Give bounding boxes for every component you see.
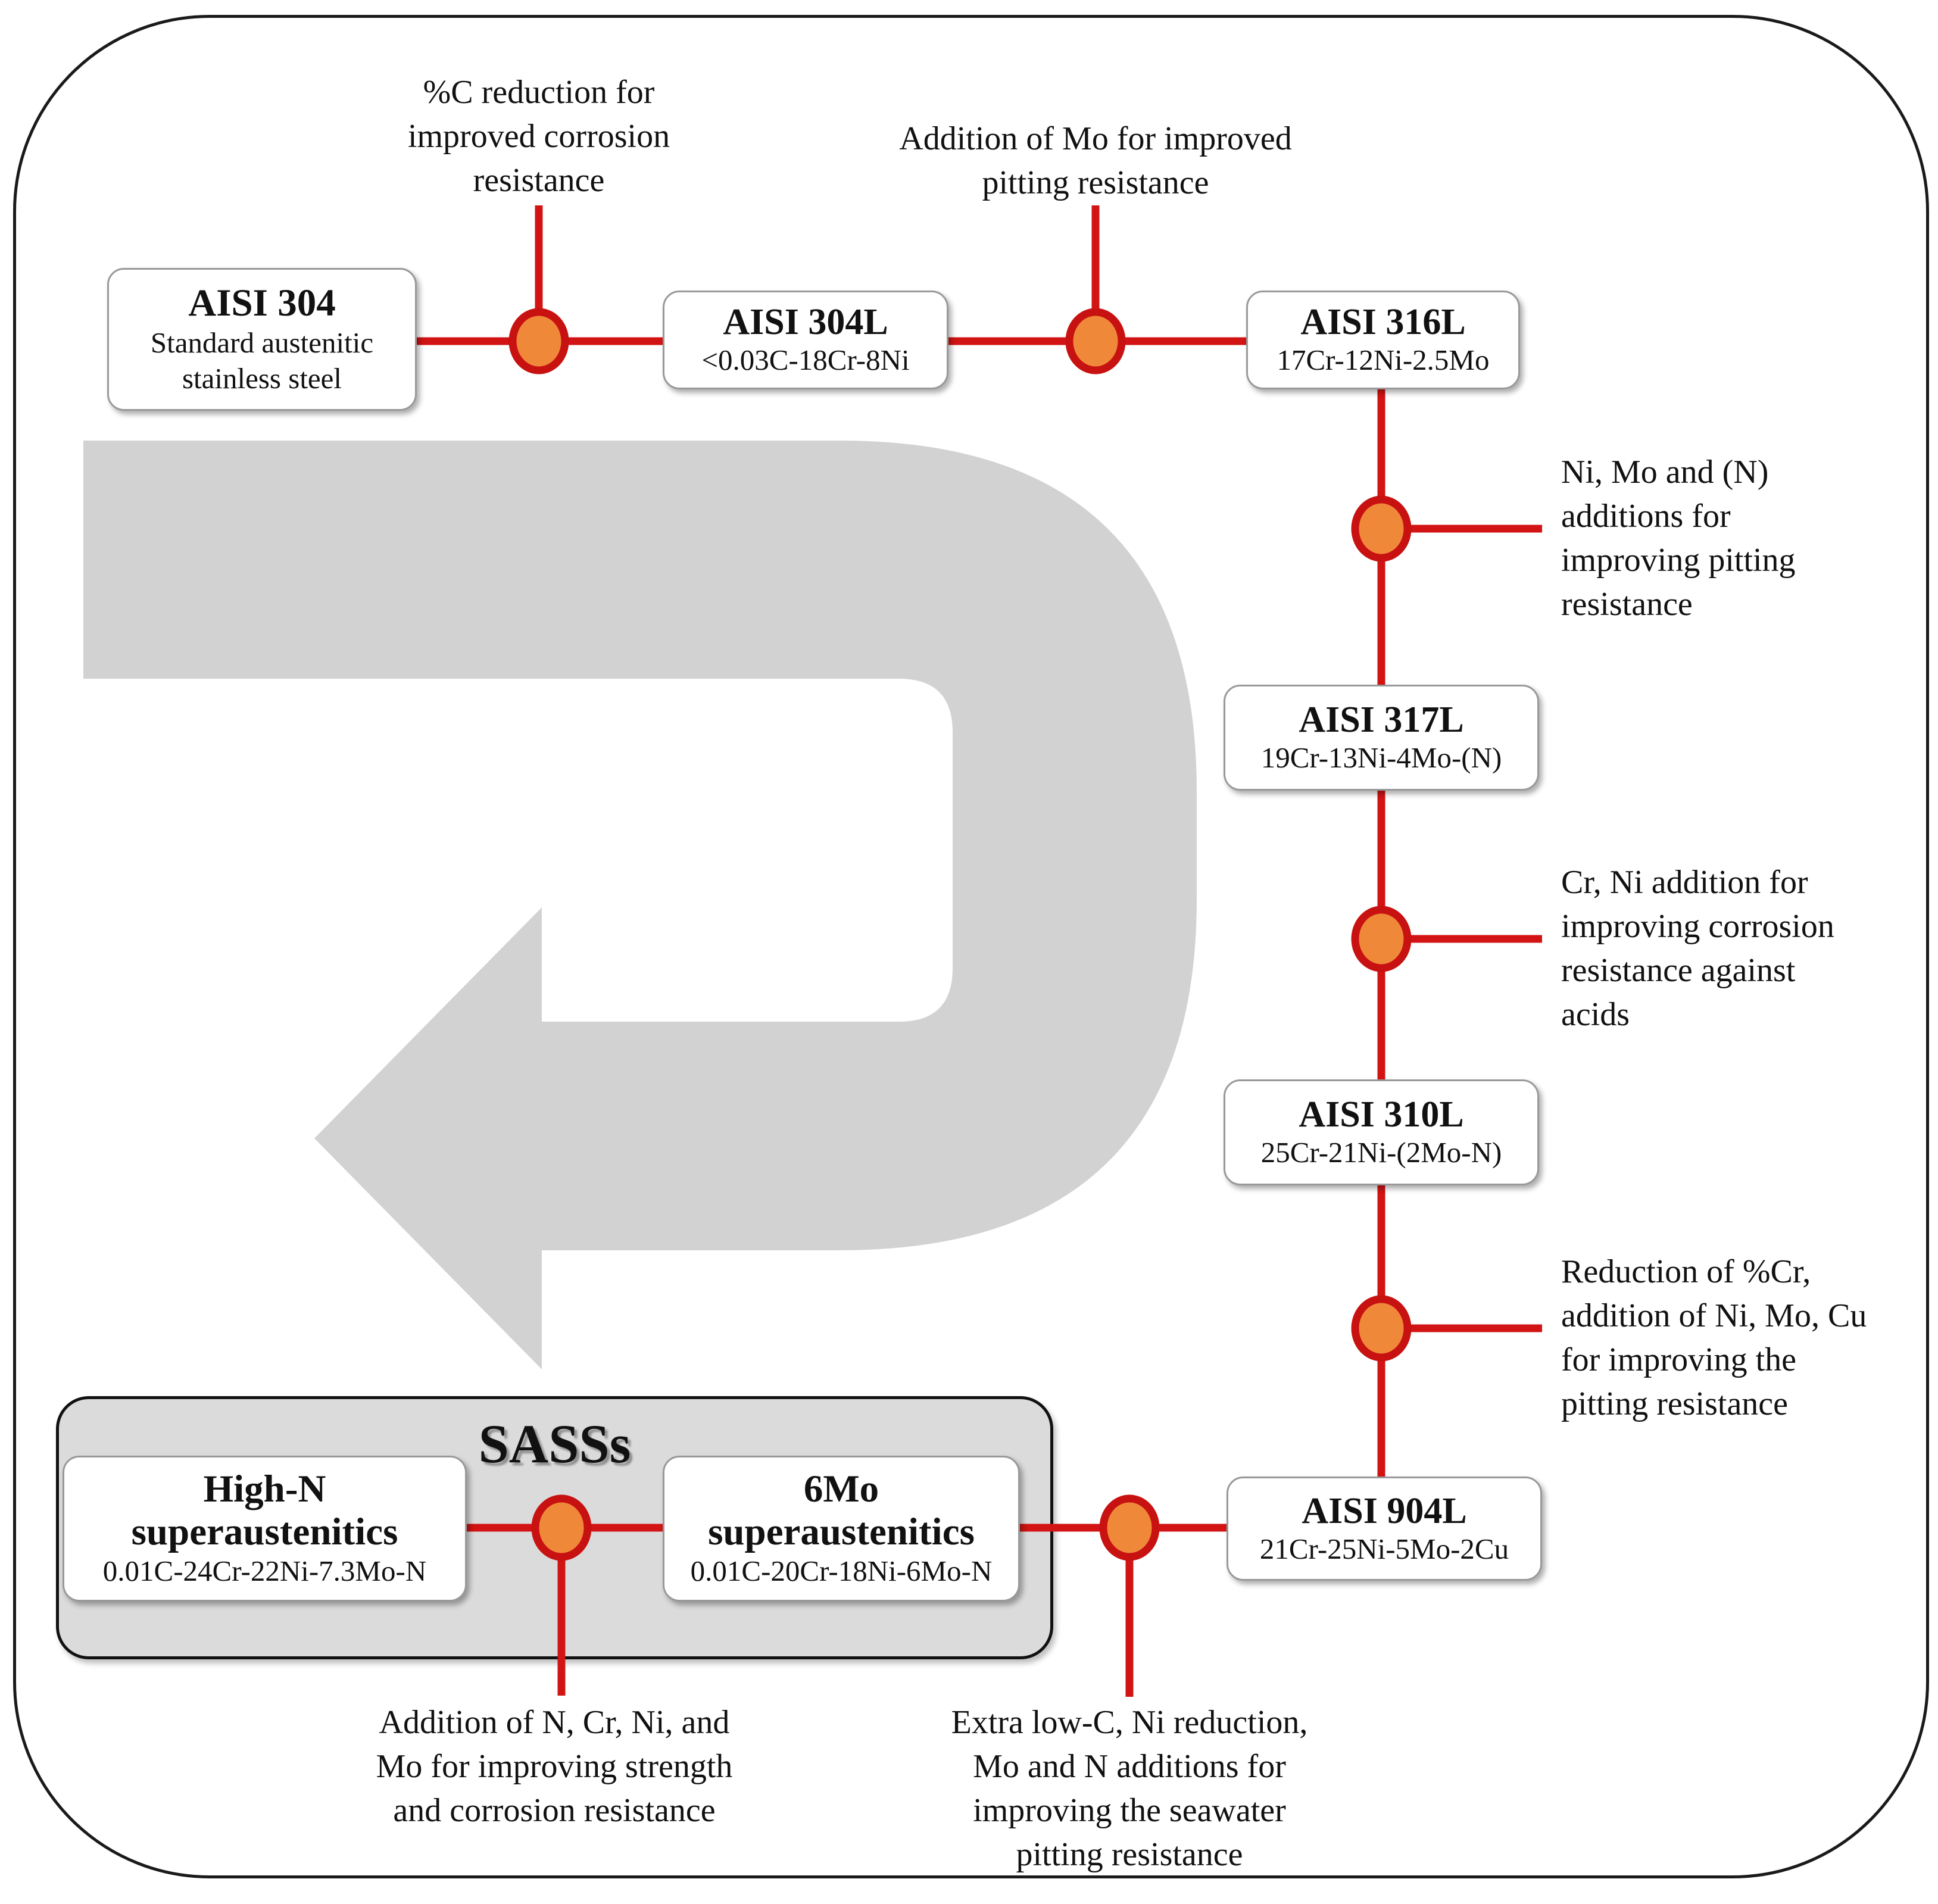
node-310l-to-904l <box>1355 1299 1408 1357</box>
box-high-n-superaustenitics <box>63 1456 467 1602</box>
box-subtitle: 19Cr-13Ni-4Mo-(N) <box>1260 741 1502 775</box>
annotation-line: acids <box>1561 996 1630 1033</box>
node-6mo-to-highn <box>535 1499 588 1557</box>
annotation-line: pitting resistance <box>1016 1836 1243 1873</box>
node-304l-to-316l <box>1069 312 1122 370</box>
box-aisi-904l <box>1227 1477 1542 1581</box>
sasss-panel-title: SASSs <box>478 1413 631 1474</box>
annotation-c-reduction <box>408 70 670 202</box>
box-title: AISI 904L <box>1302 1490 1467 1531</box>
box-title: AISI 304L <box>723 302 888 343</box>
box-6mo-superaustenitics <box>663 1456 1020 1602</box>
annotation-line: improving pitting <box>1561 542 1796 579</box>
box-aisi-304 <box>107 268 417 411</box>
box-subtitle: <0.03C-18Cr-8Ni <box>701 344 910 377</box>
annotation-n-cr-ni-mo-addition <box>376 1700 733 1833</box>
annotation-line: improving corrosion <box>1561 908 1834 945</box>
box-subtitle: 0.01C-24Cr-22Ni-7.3Mo-N <box>102 1555 427 1588</box>
box-subtitle: 25Cr-21Ni-(2Mo-N) <box>1260 1136 1502 1169</box>
box-aisi-317l <box>1224 685 1539 791</box>
node-304-to-304l <box>513 312 565 370</box>
annotation-line: Ni, Mo and (N) <box>1561 454 1769 491</box>
annotation-line: and corrosion resistance <box>393 1792 716 1829</box>
annotation-line: Addition of N, Cr, Ni, and <box>379 1704 730 1741</box>
annotation-line: for improving the <box>1561 1341 1797 1378</box>
box-title: superaustenitics <box>131 1510 398 1553</box>
box-title: 6Mo <box>803 1468 879 1511</box>
annotation-line: Extra low-C, Ni reduction, <box>951 1704 1308 1741</box>
box-subtitle: 21Cr-25Ni-5Mo-2Cu <box>1259 1532 1509 1565</box>
annotation-mo-addition <box>899 117 1291 205</box>
annotation-cr-ni-addition <box>1561 860 1834 1037</box>
annotation-line: Addition of Mo for improved <box>899 120 1292 157</box>
annotation-line: Reduction of %Cr, <box>1561 1253 1811 1290</box>
box-title: AISI 317L <box>1299 700 1464 741</box>
annotation-extra-low-c <box>951 1700 1308 1877</box>
box-subtitle: 17Cr-12Ni-2.5Mo <box>1277 344 1490 377</box>
node-317l-to-310l <box>1355 910 1408 968</box>
annotation-line: Mo for improving strength <box>376 1748 733 1785</box>
box-title: AISI 304 <box>188 282 336 325</box>
annotation-line: resistance <box>473 162 605 199</box>
box-aisi-304l <box>663 291 948 389</box>
annotation-line: improved corrosion <box>407 118 670 155</box>
annotation-line: additions for <box>1561 498 1731 535</box>
box-subtitle: 0.01C-20Cr-18Ni-6Mo-N <box>690 1555 993 1588</box>
box-aisi-316l <box>1246 291 1520 389</box>
box-subtitle: Standard austenitic <box>150 326 374 359</box>
annotation-cr-reduction <box>1561 1250 1867 1426</box>
node-316l-to-317l <box>1355 500 1408 558</box>
annotation-line: pitting resistance <box>1561 1385 1789 1422</box>
node-904l-to-6mo <box>1103 1499 1156 1557</box>
box-aisi-310l <box>1224 1079 1539 1185</box>
annotation-ni-mo-n-additions <box>1561 450 1796 626</box>
annotation-line: pitting resistance <box>982 164 1209 201</box>
box-title: High-N <box>203 1468 326 1511</box>
box-title: AISI 310L <box>1299 1094 1464 1135</box>
annotation-line: resistance against <box>1561 952 1796 989</box>
annotation-line: improving the seawater <box>973 1792 1286 1829</box>
annotation-line: addition of Ni, Mo, Cu <box>1561 1297 1867 1334</box>
annotation-line: %C reduction for <box>423 74 655 111</box>
box-title: AISI 316L <box>1300 302 1466 343</box>
box-subtitle: stainless steel <box>182 361 342 395</box>
annotation-line: resistance <box>1561 586 1693 623</box>
annotation-line: Cr, Ni addition for <box>1561 864 1808 901</box>
annotation-line: Mo and N additions for <box>973 1748 1286 1785</box>
box-title: superaustenitics <box>708 1510 975 1553</box>
